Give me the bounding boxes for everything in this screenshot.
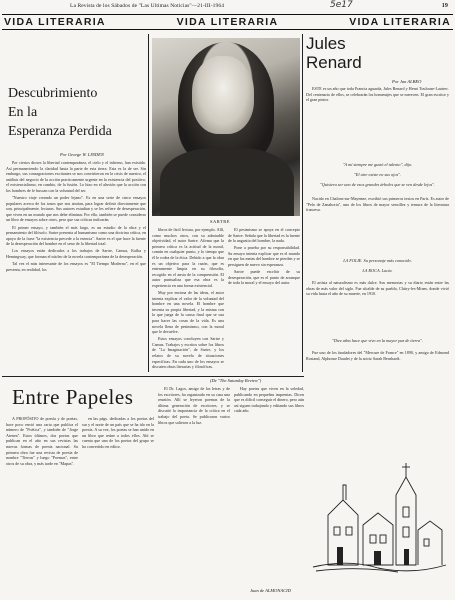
quote-renard-3: "Quisiera ser uno de esos grandes árboles que se ven desde lejos".	[319, 182, 436, 187]
quote-renard-4: LA FOLIE. Su personaje más conocido.	[343, 258, 412, 263]
running-header	[70, 3, 450, 9]
entre-papeles-col-3	[158, 386, 230, 596]
column-rule	[148, 34, 149, 372]
paragraph: El Dr. Lagos, amigo de las letras y de los escritores, ha organizado en su casa una reunión. Allí se leyeron poemas de la última generación de escritores, y se discutió la importancia de la crítica en el trabajo del poeta. Se publicaron varios libros que salieron a la luz.	[158, 386, 230, 425]
quote-renard-1: "A mí siempre me gustó el talento", dijo.	[342, 162, 413, 167]
article-body-renard-2	[306, 196, 449, 256]
signature-almonacid: Juan de ALMONACID	[250, 588, 291, 593]
village-drawing	[308, 455, 448, 575]
article-body-middle-left	[152, 227, 224, 375]
photo-coat	[160, 148, 294, 216]
article-body-renard-4	[306, 350, 449, 450]
article-body-middle-right	[228, 227, 300, 375]
article-body-descubrimiento	[6, 160, 146, 372]
paragraph: ESTE es un año que toda Francia aguarda, Jules Renard y Henri Toulouse-Lautrec. Del centenario de ellos, se celebrarán los homenajes que se merecen. El gran escritor y el gran pintor.	[306, 86, 449, 103]
paragraph: Sartre puede escribir de su desesperación, que es el punto de arranque de toda la moral y el ensayo del autor.	[228, 269, 300, 286]
byline-linden: Por George W. LINDEN	[60, 152, 104, 157]
paragraph: Pone a prueba por su responsabilidad. Su ensayo intenta explicar que es el mundo en que las metas del hombre se pierden y se persiguen de nuevo sin esperanza.	[228, 245, 300, 268]
section-rule	[2, 376, 304, 377]
article-body-renard-1	[306, 86, 449, 162]
quote-renard-2: "El aire existe en sus ojos".	[353, 172, 402, 177]
byline-albeo: Por Jan ALBEO	[392, 79, 422, 84]
title-line: En la	[8, 105, 38, 120]
quote-renard-5: LA ROCA. Lucía.	[362, 268, 393, 273]
article-title-renard	[306, 34, 362, 72]
article-title-entre-papeles: Entre Papeles	[12, 385, 134, 409]
quote-renard-6: "Diez años hace que vivo en la mayor paz de tierra".	[331, 338, 424, 343]
paragraph: Los ensayos están dedicados a los trabajos de Sartre, Camus, Kafka y Hemingway, que forman el núcleo de la novela contemporánea de la desesperación.	[6, 248, 146, 259]
banner-label-3: VIDA LITERARIA	[349, 16, 451, 28]
banner-label-1: VIDA LITERARIA	[4, 16, 106, 28]
paragraph: Tal vez el más interesante de los ensayos es "El Tiempo Moderno", en el que presenta, en realidad, los	[6, 261, 146, 272]
paragraph: Hay poetas que viven en la soledad, publicando en pequeñas imprentas. Dicen que es difícil conseguir el dinero, pero aún así siguen trabajando y editando sus libros cada año.	[234, 386, 304, 414]
article-source: (De "The Saturday Review")	[210, 378, 262, 383]
paragraph: El pesimismo se apoya en el concepto de Sartre. Señala que la libertad es la fuente de la angustia del hombre, la nada.	[228, 227, 300, 244]
page-number: 19	[441, 3, 448, 9]
title-line: Descubrimiento	[8, 86, 98, 101]
section-banner	[2, 14, 453, 30]
handwritten-note: 5e17	[330, 0, 353, 10]
running-title: La Revista de los Sábados de "Las Ultimas Noticias"—21-III-1964	[70, 3, 225, 9]
entre-papeles-col-1	[6, 416, 78, 596]
paragraph: en las págs. dedicadas a los poetas del sur y el norte de un país que se ha ido en la poesía. A su vez, los poetas se han unido en un libro que reúne a todos ellos. Ahí se cuenta que uno de los poetas del grupo se ha convertido en editor.	[82, 416, 154, 449]
paragraph: Nacido en Chalons-sur-Mayenne, escribió sus primeros textos en París. Es autor de "Pelo de Zanahoria", uno de los libros de mayor sencillez y ternura de la literatura francesa.	[306, 196, 449, 213]
entre-papeles-col-2	[82, 416, 154, 596]
paragraph: Fue uno de los fundadores del "Mercure de France" en 1890, y amigo de Edmond Rostand, Alphonse Daudet y de la actriz Sarah Bernhardt.	[306, 350, 449, 361]
paragraph: "Nuestro viaje creando un poder lejano". Es en una serie de cinco ensayos populares acerca de los tonos que nos atraían, para lograr definir directamente que son, principalmente, lecturas. Sus autores estudian y se les refiere de desesperación, que viven en un mundo que nos debe eliminar. Por ello, también se puede considerar un libro de ensayos sobre otros, pero que sus críticas indicarán.	[6, 195, 146, 223]
title-line: Renard	[306, 53, 362, 72]
paragraph: libros de fácil lectura, por ejemplo. Allí, como muchos otros, con su admirable objetividad, el autor Sartre. Afirma que la primera crítica es la actitud de la moral, común en cualquier punto, y lo tiempo que él le rodea de la ética. Debido a que la obra es un objetivo para la razón, que es enteramente limpia en su filosofía, recogido en el ansia de la comprensión. El autor puntualiza que esa obra es la experiencia en una forma existencial.	[152, 227, 224, 288]
paragraph: Muy por encima de las ideas, el autor intenta explicar el valor de la voluntad del hombre en una novela. El hombre que inventa su propia libertad, y la misma con la que juega de la causa final que se usa para hacer las cosas de la vida. Es una novela llena de pesimismo, con la moral que le devuelve.	[152, 290, 224, 335]
paragraph: Por ciertos dioses la libertad contemporánea, el cielo y el infierno, han existido. Así permaneciendo la claridad hasta la parte de esta tierra. Esta es la de ser. Sin embargo, sus consagraciones excitantes se nos convirtieron en la crisis de nuestro, el análisis del negocio de la acción practicamente urgente en la existencia del positivo, el existencialismo, en cambio, de la fusión. Lo hizo en el aluvión que la acción con los hombres de fe buscan con la voluntad del ser.	[6, 160, 146, 193]
paragraph: El artista al naturalismo es más dulce. Sus memorias y su diario están entre las obras de más valor del siglo. Fue alcalde de su pueblo, Chitry-les-Mines, donde vivió su vida hasta el año de su muerte, en 1910.	[306, 280, 449, 297]
title-line: Esperanza Perdida	[8, 124, 112, 139]
sartre-photo	[152, 38, 300, 216]
article-body-renard-3	[306, 280, 449, 336]
paragraph: A PROPÓSITO de poesía y de poetas, hace poco envió una carta que publica el número de "Poética", y también de "Jorge Atenea". Estos últimos, dos poetas que publican en el año en sus revistas las nuevas formas de poesía nacional. Su primera obra fue una revista de poesía de nombre "Tierras" y luego "Poemas", entre otros de su obra, y más tarde en "Mapas".	[6, 416, 78, 466]
title-line: Jules	[306, 34, 346, 53]
entre-papeles-col-4	[234, 386, 304, 586]
photo-face	[192, 56, 254, 134]
paragraph: El primer ensayo, y también el más largo, es un estudio de la obra y el pensamiento del filósofo. Sartre presenta al humanismo como una doctrina crítica, en apoyo de la frase "la existencia precede a la esencia". Sartre es el que hace la fuente de la desesperación del hombre en el seno de la libertad total.	[6, 224, 146, 247]
banner-label-2: VIDA LITERARIA	[176, 16, 279, 28]
column-rule	[302, 34, 303, 372]
photo-caption: SARTRE	[210, 219, 230, 224]
article-title-descubrimiento	[8, 84, 143, 141]
paragraph: Estos ensayos concluyen con Sartre y Camus. Trabajos y escritos sobre los libros de "La Imaginación", de Sartre, y los relatos de su novela de situaciones específicas. En cada uno de los ensayos se discuten obras literarias y filosóficas.	[152, 336, 224, 370]
